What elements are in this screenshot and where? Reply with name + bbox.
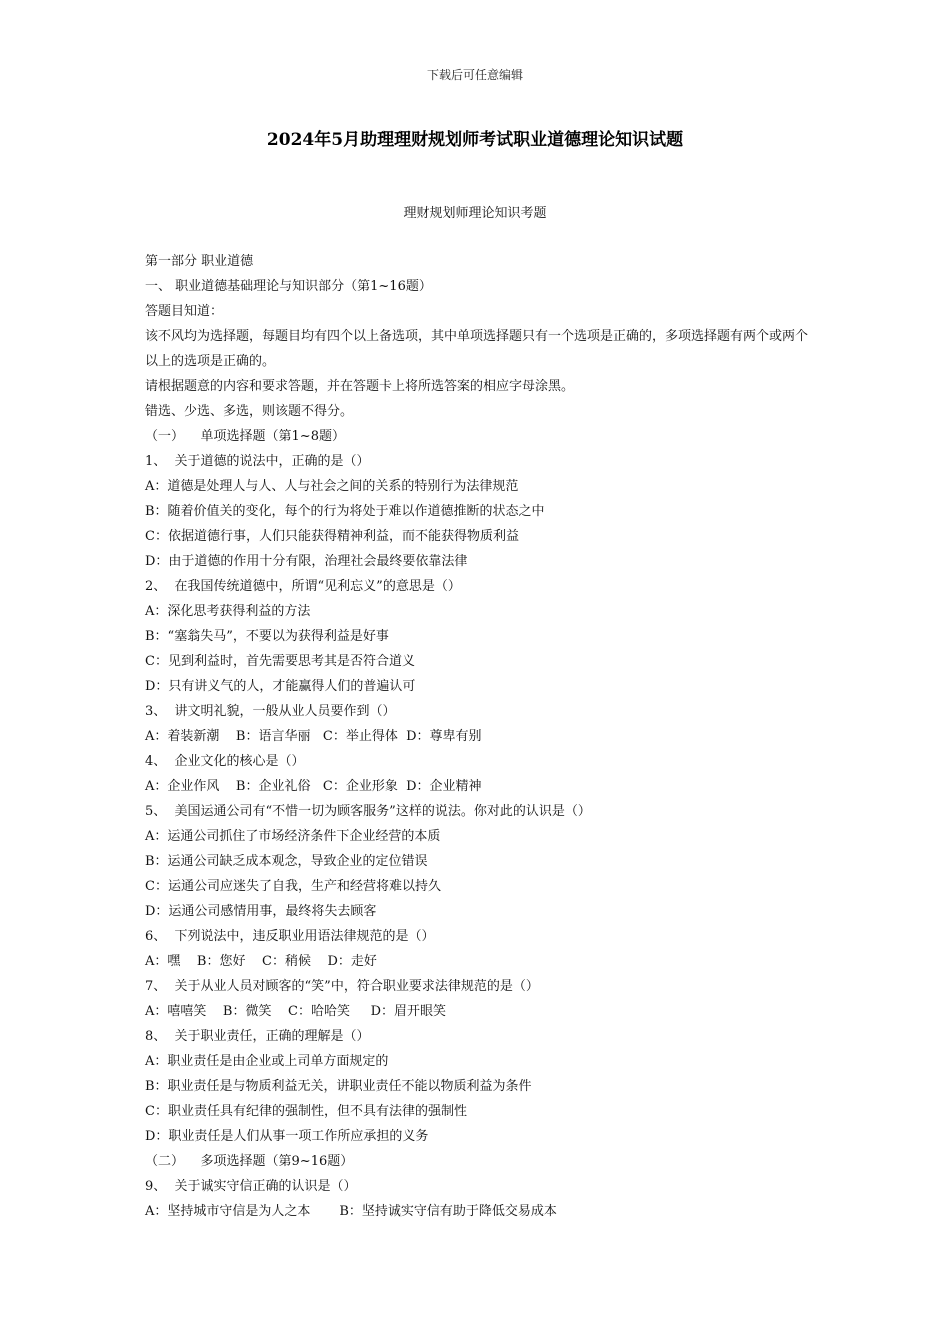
answer-option: B：随着价值关的变化，每个的行为将处于难以作道德推断的状态之中: [145, 504, 545, 519]
subsection-heading: （二） 多项选择题（第9~16题）: [145, 1154, 354, 1169]
instructions-paragraph: 请根据题意的内容和要求答题，并在答题卡上将所选答案的相应字母涂黑。: [145, 379, 575, 394]
answer-option: D：运通公司感情用事，最终将失去顾客: [145, 904, 377, 919]
answer-options-row: A：企业作风 B：企业礼俗 C：企业形象 D：企业精神: [145, 779, 482, 794]
header-note: 下载后可任意编辑: [426, 68, 523, 82]
answer-option: C：职业责任具有纪律的强制性，但不具有法律的强制性: [145, 1104, 467, 1119]
answer-options-row: A：嘿 B：您好 C：稍候 D：走好: [145, 954, 377, 969]
document-subtitle: 理财规划师理论知识考题: [403, 206, 547, 221]
answer-options-row: A：嘻嘻笑 B：微笑 C：哈哈笑 D：眉开眼笑: [145, 1004, 447, 1019]
question: 9、 关于诚实守信正确的认识是（）: [145, 1179, 357, 1194]
question: 1、 关于道德的说法中，正确的是（）: [145, 454, 370, 469]
answer-option: B：“塞翁失马”，不要以为获得利益是好事: [145, 629, 389, 644]
answer-option: D：职业责任是人们从事一项工作所应承担的义务: [145, 1129, 429, 1144]
answer-option: A：职业责任是由企业或上司单方面规定的: [145, 1054, 389, 1069]
instructions-paragraph: 该不风均为选择题，每题目均有四个以上备选项，其中单项选择题只有一个选项是正确的，多项选择题有两个或两个以上的选项是正确的。: [145, 329, 809, 369]
answer-option: A：道德是处理人与人、人与社会之间的关系的特别行为法律规范: [145, 479, 519, 494]
answer-option: A：运通公司抓住了市场经济条件下企业经营的本质: [145, 829, 441, 844]
answer-option: C：运通公司应迷失了自我，生产和经营将难以持久: [145, 879, 441, 894]
instructions-paragraph: 错选、少选、多选，则该题不得分。: [145, 404, 354, 419]
answer-option: B：运通公司缺乏成本观念，导致企业的定位错误: [145, 854, 428, 869]
answer-option: D：只有讲义气的人，才能赢得人们的普遍认可: [145, 679, 416, 694]
section-heading: 第一部分 职业道德: [145, 254, 254, 269]
answer-option: B：职业责任是与物质利益无关，讲职业责任不能以物质利益为条件: [145, 1079, 532, 1094]
document-title: 2024年5月助理理财规划师考试职业道德理论知识试题: [266, 130, 684, 150]
question: 4、 企业文化的核心是（）: [145, 754, 305, 769]
subsection-heading: （一） 单项选择题（第1~8题）: [145, 429, 345, 444]
document-body: [145, 249, 810, 1224]
answer-options-row: A：着装新潮 B：语言华丽 C：举止得体 D：尊卑有别: [145, 729, 482, 744]
instructions-heading: 答题目知道：: [145, 304, 224, 319]
answer-option: C：依据道德行事，人们只能获得精神利益，而不能获得物质利益: [145, 529, 519, 544]
question: 2、 在我国传统道德中，所谓“见利忘义”的意思是（）: [145, 579, 461, 594]
question: 7、 关于从业人员对顾客的“笑”中，符合职业要求法律规范的是（）: [145, 979, 539, 994]
question: 3、 讲文明礼貌，一般从业人员要作到（）: [145, 704, 396, 719]
part-heading: 一、 职业道德基础理论与知识部分（第1~16题）: [145, 279, 432, 294]
answer-options-row: A：坚持城市守信是为人之本 B：坚持诚实守信有助于降低交易成本: [145, 1204, 557, 1219]
answer-option: A：深化思考获得利益的方法: [145, 604, 311, 619]
question: 5、 美国运通公司有“不惜一切为顾客服务”这样的说法。你对此的认识是（）: [145, 804, 591, 819]
answer-option: D：由于道德的作用十分有限，治理社会最终要依靠法律: [145, 554, 468, 569]
question: 6、 下列说法中，违反职业用语法律规范的是（）: [145, 929, 435, 944]
question: 8、 关于职业责任，正确的理解是（）: [145, 1029, 370, 1044]
answer-option: C：见到利益时，首先需要思考其是否符合道义: [145, 654, 415, 669]
